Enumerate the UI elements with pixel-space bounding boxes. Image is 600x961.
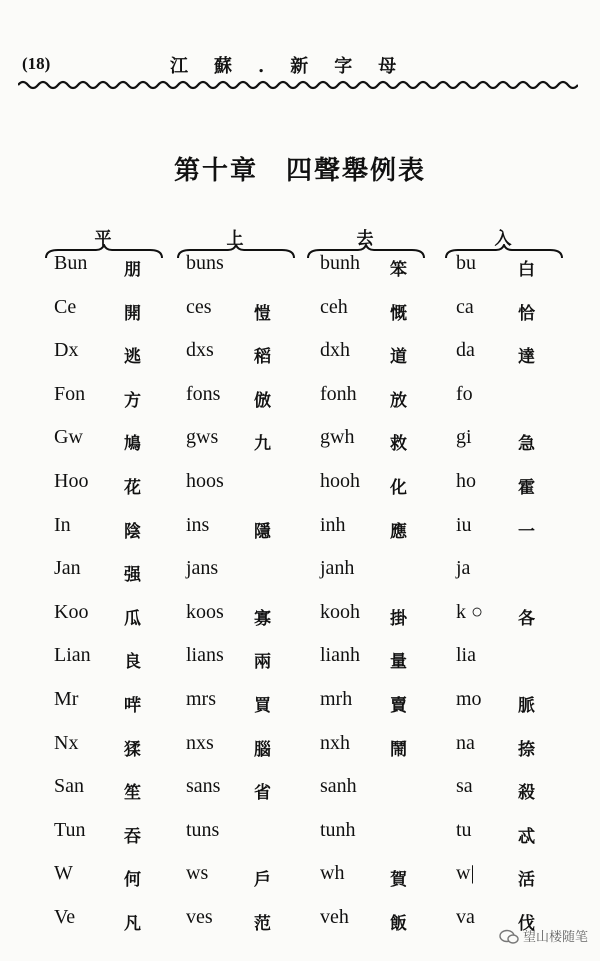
ping-romanization: Hoo [54,470,89,492]
shang-character: 寡 [254,608,271,629]
qu-character: 鬧 [390,739,407,760]
ru-character: 一 [518,521,535,542]
ru-character: 急 [518,434,535,455]
tone-heading-ru: 入 [494,229,512,249]
ping-romanization: Ve [54,906,76,928]
shang-romanization: ces [186,295,212,318]
running-title: 江蘇.新字母 [170,56,423,77]
chat-bubble-icon [499,929,519,945]
ping-character: 鳩 [124,434,141,455]
ru-romanization: fo [456,382,473,405]
ru-character: 脈 [518,696,535,716]
qu-romanization: gwh [320,426,355,449]
ping-romanization: Gw [54,426,83,449]
ping-character: 笙 [124,783,141,804]
qu-romanization: wh [320,862,345,885]
ping-character: 良 [124,652,141,673]
tone-heading-shang: 上 [226,229,244,249]
ru-romanization: gi [456,426,472,449]
ping-character: 開 [124,303,141,324]
qu-character: 道 [390,347,407,368]
ping-character: 陰 [124,521,141,542]
ping-character: 猱 [124,739,141,760]
table-row [0,426,600,466]
qu-romanization: kooh [320,600,360,623]
qu-character: 應 [390,521,407,542]
ru-character: 活 [518,870,535,891]
shang-character: 隱 [254,521,271,542]
qu-romanization: lianh [320,644,360,667]
qu-character: 掛 [390,608,407,629]
ru-character: 白 [518,260,535,280]
ping-character: 强 [124,565,141,586]
qu-character: 量 [390,652,407,673]
qu-romanization: janh [320,557,355,580]
watermark [499,926,588,946]
table-row [0,383,600,423]
watermark-text: 望山楼随笔 [522,929,588,945]
ping-character: 瓜 [124,608,141,629]
table-row [0,819,600,859]
ru-character: 各 [518,608,535,629]
ping-romanization: San [54,775,84,798]
qu-romanization: ceh [320,295,348,318]
ru-romanization: ja [456,557,471,580]
shang-romanization: ws [186,862,209,885]
ping-romanization: W [54,862,73,885]
ping-character: 凡 [124,914,141,934]
qu-romanization: fonh [320,382,357,405]
table-row [0,470,600,510]
shang-romanization: fons [186,382,221,405]
table-row [0,296,600,336]
ru-romanization: lia [456,644,476,667]
shang-romanization: koos [186,600,224,623]
table-row [0,688,600,728]
table-row [0,862,600,902]
ru-character: 忒 [518,826,535,847]
ping-romanization: Fon [54,382,86,405]
qu-character: 笨 [390,260,407,280]
tone-heading-ping: 平 [94,229,112,249]
table-row [0,339,600,379]
shang-character: 戶 [254,870,271,891]
ru-romanization: w| [456,862,475,885]
shang-character: 省 [254,783,271,804]
shang-romanization: sans [186,775,221,798]
qu-romanization: veh [320,906,349,928]
ping-character: 朋 [124,260,141,280]
ping-romanization: Jan [54,557,81,580]
ru-romanization: bu [456,252,476,274]
qu-character: 放 [390,390,407,411]
qu-character: 慨 [390,303,407,324]
qu-romanization: nxh [320,731,350,754]
qu-romanization: bunh [320,252,360,274]
ru-romanization: ho [456,470,476,492]
qu-character: 救 [390,434,407,455]
tone-heading-qu: 去 [356,229,374,249]
table-row [0,775,600,815]
wavy-rule [18,78,578,92]
shang-romanization: gws [186,426,219,449]
chapter-title: 第十章 四聲舉例表 [173,156,426,186]
qu-romanization: tunh [320,818,356,841]
ru-character: 達 [518,347,535,368]
shang-character: 九 [254,434,271,455]
shang-romanization: ins [186,513,210,536]
table-row [0,252,600,292]
qu-character: 賣 [390,696,407,716]
table-row [0,557,600,597]
shang-character: 倣 [254,390,271,411]
ping-character: 方 [124,390,141,411]
ru-romanization: k ○ [456,600,484,623]
qu-romanization: mrh [320,688,353,710]
ru-romanization: tu [456,818,472,841]
shang-romanization: lians [186,644,224,667]
ru-character: 捺 [518,739,535,760]
table-row [0,601,600,641]
ru-character: 恰 [518,303,535,324]
qu-romanization: hooh [320,470,360,492]
ru-romanization: ca [456,295,474,318]
ping-character: 哶 [124,696,141,716]
ru-character: 霍 [518,478,535,498]
shang-romanization: ves [186,906,213,928]
ping-character: 花 [124,478,141,498]
ru-romanization: mo [456,688,482,710]
qu-character: 賀 [390,870,407,891]
qu-character: 化 [390,478,407,498]
table-row [0,514,600,554]
ru-romanization: sa [456,775,473,798]
qu-romanization: dxh [320,339,350,362]
shang-romanization: buns [186,252,224,274]
shang-romanization: nxs [186,731,214,754]
ru-character: 伐 [518,914,535,934]
ping-character: 何 [124,870,141,891]
shang-character: 稻 [254,347,271,368]
shang-romanization: jans [186,557,219,580]
ping-romanization: Koo [54,600,89,623]
ru-character: 殺 [518,783,535,804]
shang-romanization: dxs [186,339,214,362]
ru-romanization: da [456,339,475,362]
ping-character: 吞 [124,826,141,847]
ping-romanization: Mr [54,688,79,710]
qu-romanization: sanh [320,775,357,798]
shang-romanization: mrs [186,688,216,710]
qu-romanization: inh [320,513,346,536]
ping-romanization: In [54,513,71,536]
shang-character: 兩 [254,652,271,673]
ping-character: 逃 [124,347,141,368]
ping-romanization: Bun [54,252,88,274]
table-row [0,732,600,772]
shang-character: 范 [254,914,271,934]
shang-romanization: hoos [186,470,224,492]
ping-romanization: Nx [54,731,79,754]
qu-character: 飯 [390,914,407,934]
ru-romanization: va [456,906,475,928]
ping-romanization: Lian [54,644,91,667]
page-number: (18) [22,54,51,73]
shang-romanization: tuns [186,818,220,841]
ru-romanization: iu [456,513,472,536]
shang-character: 愷 [254,303,271,324]
ru-romanization: na [456,731,475,754]
table-row [0,644,600,684]
ping-romanization: Ce [54,295,77,318]
shang-character: 腦 [254,739,271,760]
ping-romanization: Tun [54,818,86,841]
ping-romanization: Dx [54,339,79,362]
shang-character: 買 [254,696,271,716]
